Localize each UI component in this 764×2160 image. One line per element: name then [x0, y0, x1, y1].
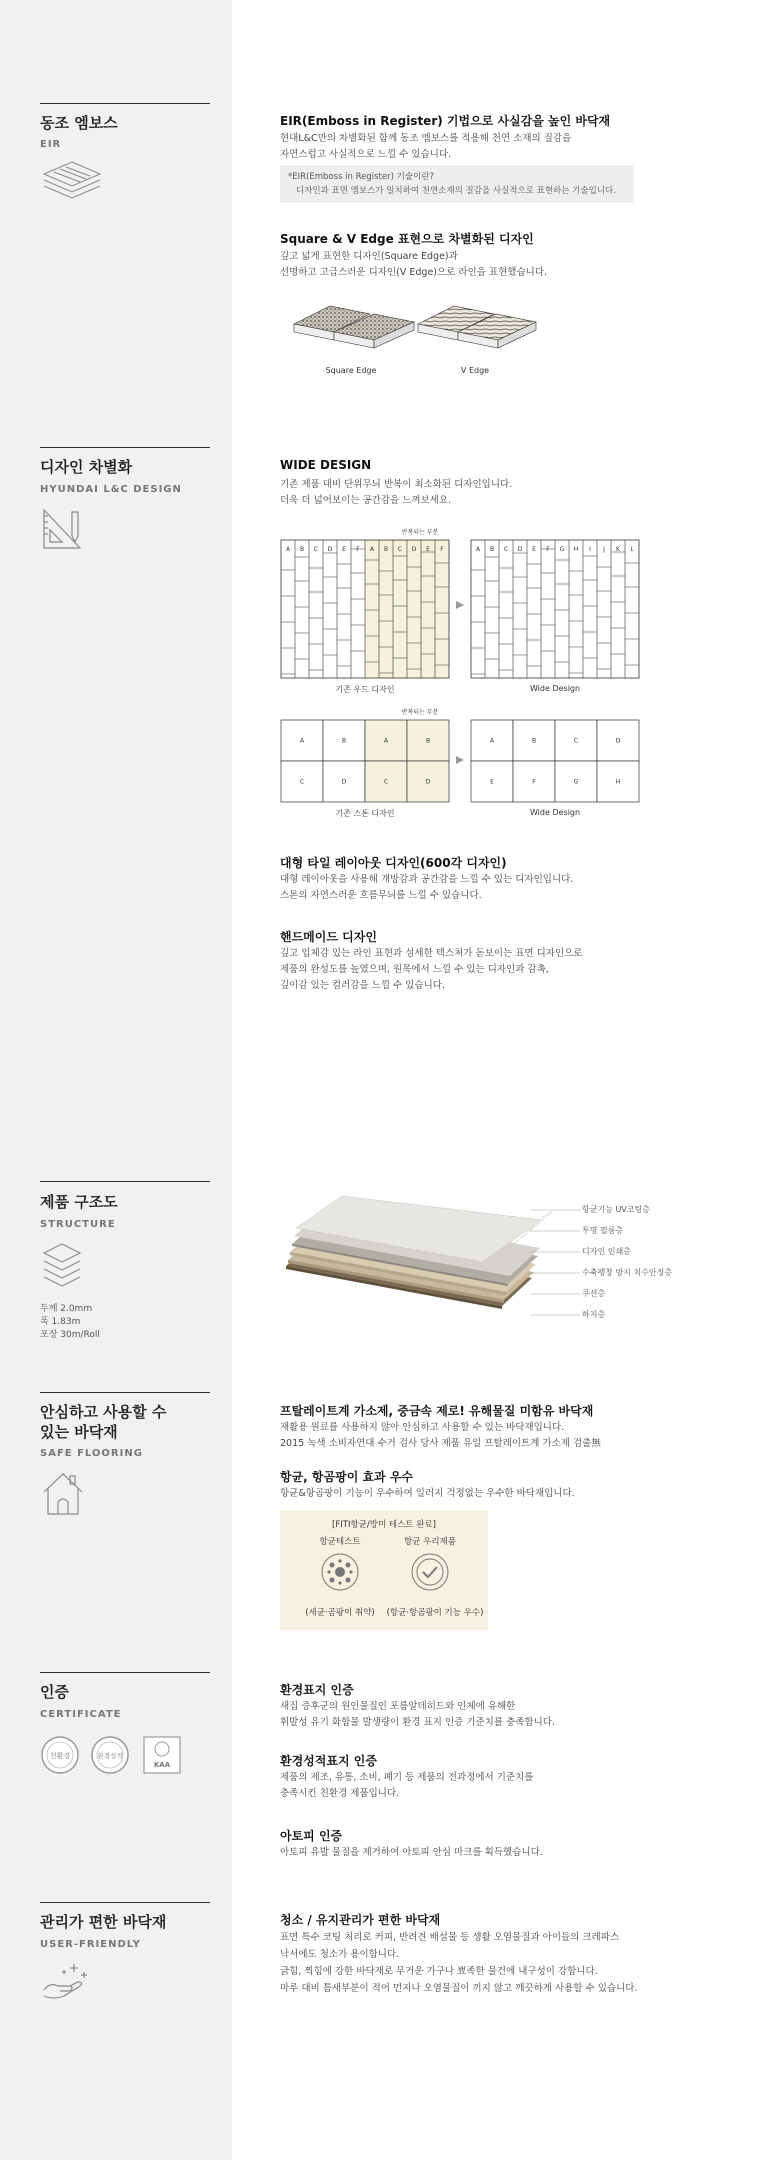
- anti-heading: 항균, 항곰팡이 효과 우수: [280, 1470, 414, 1484]
- eco-label-icon: [40, 1735, 80, 1777]
- section-title-user: 관리가 편한 바닥재: [40, 1913, 167, 1931]
- stone-letter: C: [383, 778, 389, 786]
- repeat-label-stone: 반복되는 부분: [401, 709, 439, 716]
- stone-letter: A: [383, 737, 389, 745]
- repeat-label-wood: 반복되는 부분: [401, 529, 439, 536]
- eir-body: 현대L&C만의 차별화된 함께 동조 엠보스를 적용해 천연 소재의 질감을 자연스럽고 사실적으로 느낄 수 있습니다.: [280, 133, 572, 160]
- plank-letter: E: [342, 546, 346, 553]
- ruler-pencil-icon: [40, 506, 84, 552]
- cert-body-2: 제품의 제조, 유통, 소비, 폐기 등 제품의 전과정에서 기준치를 충족시킨 친환경 제품입니다.: [280, 1772, 534, 1799]
- stone-new-grid: [470, 719, 640, 802]
- section-subtitle-safe: SAFE FLOORING: [40, 1448, 143, 1459]
- tile-body: 대형 레이아웃을 사용해 개방감과 공간감을 느낄 수 있는 디자인입니다. 스톤의 자연스러운 흐름무늬를 느낄 수 있습니다.: [280, 874, 574, 901]
- section-subtitle-design: HYUNDAI L&C DESIGN: [40, 484, 182, 495]
- wood-old-grid: [280, 539, 450, 679]
- hand-body: 깊고 입체감 있는 라인 표현과 섬세한 텍스처가 돋보이는 표면 디자인으로 제품의 완성도를 높였으며, 원목에서 느낄 수 있는 디자인과 감촉, 깊이감 있는 컬러감을 느낄 수 있습니다.: [280, 948, 583, 991]
- plank-letter: C: [503, 546, 509, 553]
- kaa-mark-icon: [142, 1735, 182, 1777]
- eir-heading: EIR(Emboss in Register) 기법으로 사실감을 높인 바닥재: [280, 114, 611, 128]
- stone-letter: C: [299, 778, 305, 786]
- stone-letter: B: [531, 737, 537, 745]
- stone-old-grid: [280, 719, 450, 802]
- section-rule: [40, 447, 210, 448]
- user-body: 표면 특수 코팅 처리로 커피, 반려견 배설물 등 생활 오염물질과 아이들의 크레파스 낙서에도 청소가 용이합니다. 긁힘, 찍힘에 강한 바닥재로 무거운 가구나 뾰족한 물건에 내구성이 강합니다. 마루 대비 틈새부분이 적어 먼지나 오염물질이 끼지 않고 깨끗하게 사용할 수 있습니다.: [280, 1932, 638, 1994]
- eir-note: *EIR(Emboss in Register) 기술이란? 디자인과 표면 엠보스가 일치하여 천연소재의 질감을 사실적으로 표현하는 기술입니다.: [280, 165, 634, 203]
- stone-old-caption: 기존 스톤 디자인: [335, 809, 395, 818]
- plank-letter: J: [603, 546, 605, 553]
- section-subtitle-user: USER-FRIENDLY: [40, 1939, 141, 1950]
- cleaning-hand-icon: [40, 1960, 90, 2004]
- tile-heading: 대형 타일 레이아웃 디자인(600각 디자인): [280, 856, 507, 870]
- plank-letter: B: [299, 546, 305, 553]
- plank-letter: G: [559, 546, 565, 553]
- plank-letter: B: [489, 546, 495, 553]
- environment-declaration-icon: [90, 1735, 130, 1777]
- stone-new-caption: Wide Design: [529, 808, 581, 817]
- test-box: [280, 1510, 488, 1630]
- layers-stack-icon: [40, 158, 104, 204]
- wood-old-caption: 기존 우드 디자인: [335, 685, 395, 694]
- section-rule: [40, 1181, 210, 1182]
- test-title: [FITI항균/방미 테스트 완료]: [332, 1520, 436, 1530]
- svg-text:KAA: KAA: [153, 1761, 171, 1769]
- stone-letter: B: [425, 737, 431, 745]
- stone-letter: C: [573, 737, 579, 745]
- bacteria-icon: [320, 1552, 360, 1592]
- stone-letter: D: [341, 778, 347, 786]
- plank-letter: E: [532, 546, 536, 553]
- wood-new-caption: Wide Design: [529, 684, 581, 693]
- section-title-safe: 안심하고 사용할 수 있는 바닥재: [40, 1403, 167, 1441]
- edge-illustration: [290, 300, 540, 360]
- section-title-design: 디자인 차별화: [40, 458, 133, 476]
- section-rule: [40, 1902, 210, 1903]
- section-title-emboss: 동조 엠보스: [40, 114, 118, 132]
- section-subtitle-cert: CERTIFICATE: [40, 1709, 122, 1720]
- test-label-2: 항균 우리제품: [404, 1537, 456, 1547]
- stone-letter: A: [489, 737, 495, 745]
- plank-letter: C: [397, 546, 403, 553]
- square-edge-caption: Square Edge: [325, 366, 377, 375]
- check-badge-icon: [410, 1552, 450, 1592]
- spec-list: 두께 2.0mm 폭 1.83m 포장 30m/Roll: [40, 1304, 100, 1340]
- plank-letter: K: [616, 546, 620, 553]
- edge-heading: Square & V Edge 표현으로 차별화된 디자인: [280, 232, 534, 246]
- layers-icon: [40, 1240, 84, 1292]
- section-subtitle-emboss: EIR: [40, 139, 62, 150]
- svg-text:환경성적: 환경성적: [97, 1752, 123, 1760]
- stone-letter: A: [299, 737, 305, 745]
- section-subtitle-structure: STRUCTURE: [40, 1219, 116, 1230]
- plank-letter: D: [411, 546, 417, 553]
- plank-letter: B: [383, 546, 389, 553]
- test-label-1: 항균테스트: [319, 1537, 361, 1547]
- wide-body: 기존 제품 대비 단위무늬 반복이 최소화된 디자인입니다. 더욱 더 넓어보이는 공간감을 느껴보세요.: [280, 479, 513, 506]
- plank-letter: A: [285, 546, 291, 553]
- plank-letter: E: [426, 546, 430, 553]
- cert-heading-1: 환경표지 인증: [280, 1683, 354, 1697]
- stone-letter: H: [615, 778, 621, 786]
- wood-new-grid: [470, 539, 640, 679]
- plank-letter: D: [327, 546, 333, 553]
- user-heading: 청소 / 유지관리가 편한 바닥재: [280, 1913, 441, 1927]
- layer-leader-lines: [530, 1205, 582, 1317]
- svg-text:친환경: 친환경: [49, 1752, 71, 1760]
- section-title-structure: 제품 구조도: [40, 1193, 118, 1211]
- plank-letter: A: [369, 546, 375, 553]
- hand-heading: 핸드메이드 디자인: [280, 930, 377, 944]
- safe-heading: 프탈레이트계 가소제, 중금속 제로! 유해물질 미함유 바닥재: [280, 1404, 594, 1418]
- cert-heading-2: 환경성적표지 인증: [280, 1754, 377, 1768]
- anti-body: 항균&항곰팡이 기능이 우수하여 일러지 걱정없는 우수한 바닥재입니다.: [280, 1488, 575, 1499]
- plank-letter: I: [589, 546, 591, 553]
- cert-body-3: 아토피 유발 물질을 제거하여 아토피 안심 마크를 획득했습니다.: [280, 1847, 543, 1858]
- stone-letter: B: [341, 737, 347, 745]
- plank-letter: L: [630, 546, 634, 553]
- cert-heading-3: 아토피 인증: [280, 1829, 343, 1843]
- stone-letter: D: [615, 737, 621, 745]
- section-title-cert: 인증: [40, 1683, 69, 1701]
- wide-heading: WIDE DESIGN: [280, 458, 372, 472]
- section-rule: [40, 1672, 210, 1673]
- section-rule: [40, 1392, 210, 1393]
- arrow-right-icon: [455, 755, 465, 765]
- left-panel: [0, 0, 232, 2160]
- section-rule: [40, 103, 210, 104]
- cert-body-1: 새집 증후군의 원인물질인 포름알데히드와 인체에 유해한 휘발성 유기 화합물 발생량이 환경 표지 인증 기준치를 충족합니다.: [280, 1701, 555, 1728]
- stone-letter: G: [573, 778, 579, 786]
- plank-letter: H: [573, 546, 579, 553]
- stone-letter: F: [532, 778, 536, 786]
- plank-letter: F: [546, 546, 550, 553]
- home-icon: [40, 1470, 86, 1518]
- plank-letter: F: [440, 546, 444, 553]
- v-edge-caption: V Edge: [460, 366, 490, 375]
- test-result-1: (세균·곰팡이 취약): [305, 1608, 375, 1618]
- stone-letter: E: [490, 778, 494, 786]
- plank-letter: A: [475, 546, 481, 553]
- plank-letter: F: [356, 546, 360, 553]
- plank-letter: D: [517, 546, 523, 553]
- arrow-right-icon: [455, 600, 465, 610]
- edge-body: 깊고 넓게 표현한 디자인(Square Edge)과 선명하고 고급스러운 디자인(V Edge)으로 라인을 표현했습니다.: [280, 251, 548, 278]
- test-result-2: (항균·항곰팡이 기능 우수): [386, 1608, 484, 1618]
- stone-letter: D: [425, 778, 431, 786]
- safe-body: 재활용 원료를 사용하지 않아 안심하고 사용할 수 있는 바닥재입니다. 2015 녹색 소비자연대 수거 검사 당사 제품 유일 프탈레이트계 가소제 검출無: [280, 1422, 601, 1449]
- plank-letter: C: [313, 546, 319, 553]
